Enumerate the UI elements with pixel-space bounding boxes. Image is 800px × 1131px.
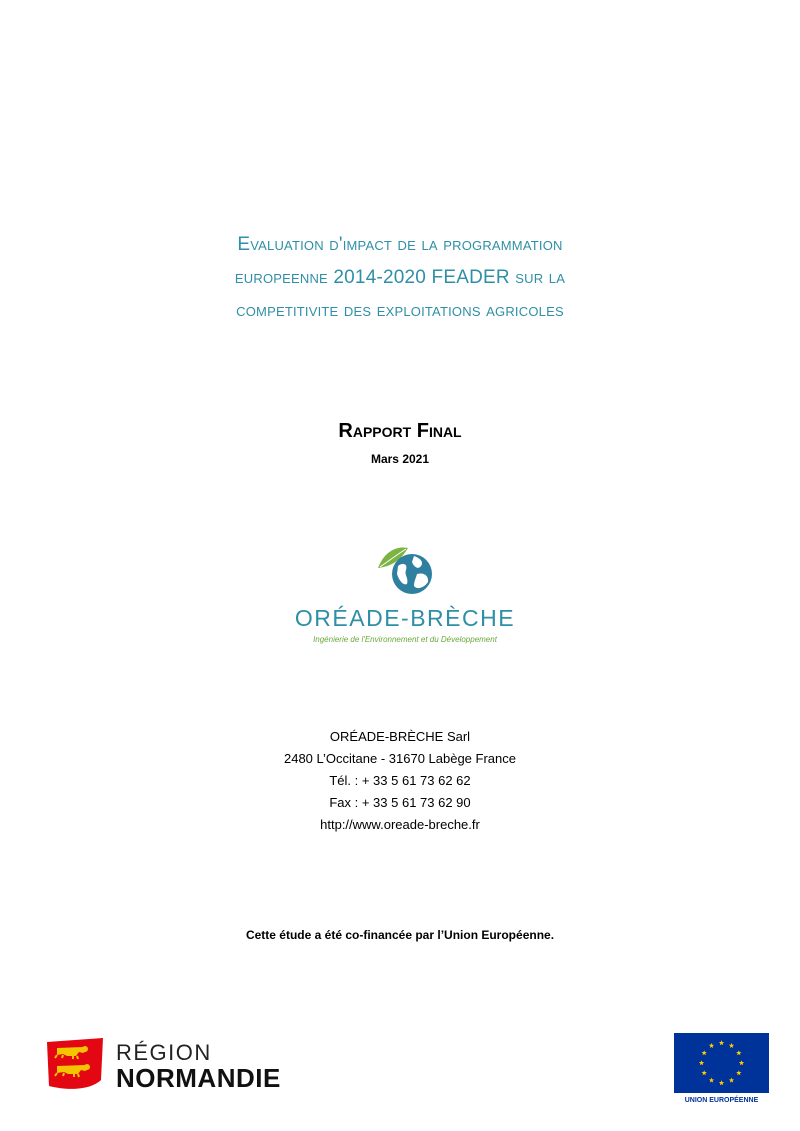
region-normandie-logo	[43, 1036, 313, 1096]
title-line-3: competitivite des exploitations agricoles	[236, 300, 564, 321]
region-logo-line2: NORMANDIE	[116, 1063, 281, 1093]
company-fax: Fax : + 33 5 61 73 62 90	[329, 795, 471, 810]
oreade-breche-logo	[290, 540, 520, 652]
company-name: ORÉADE-BRÈCHE Sarl	[329, 729, 471, 744]
cofinance-note: Cette étude a été co-financée par l’Union Européenne.	[245, 928, 555, 942]
company-street: 2480 L’Occitane - 31670 Labège France	[283, 751, 516, 766]
region-logo-line1: RÉGION	[116, 1040, 212, 1065]
eu-logo	[674, 1033, 769, 1113]
report-date: Mars 2021	[370, 452, 430, 466]
eu-flag-icon	[674, 1033, 769, 1093]
title-line-1: Evaluation d'impact de la programmation	[237, 234, 563, 255]
company-website: http://www.oreade-breche.fr	[320, 817, 480, 832]
company-logo-name: ORÉADE-BRÈCHE	[294, 605, 516, 631]
title-line-2: europeenne 2014-2020 FEADER sur la	[234, 267, 566, 288]
document-title	[100, 228, 700, 327]
report-title: Rapport Final	[338, 420, 462, 442]
company-address-block	[200, 726, 600, 836]
company-phone: Tél. : + 33 5 61 73 62 62	[329, 773, 471, 788]
normandy-lions-shield-icon	[43, 1036, 107, 1092]
company-logo-tagline: Ingénierie de l'Environnement et du Développement	[313, 635, 497, 644]
globe-leaf-icon	[290, 540, 520, 605]
eu-logo-label: UNION EUROPÉENNE	[684, 1097, 759, 1104]
